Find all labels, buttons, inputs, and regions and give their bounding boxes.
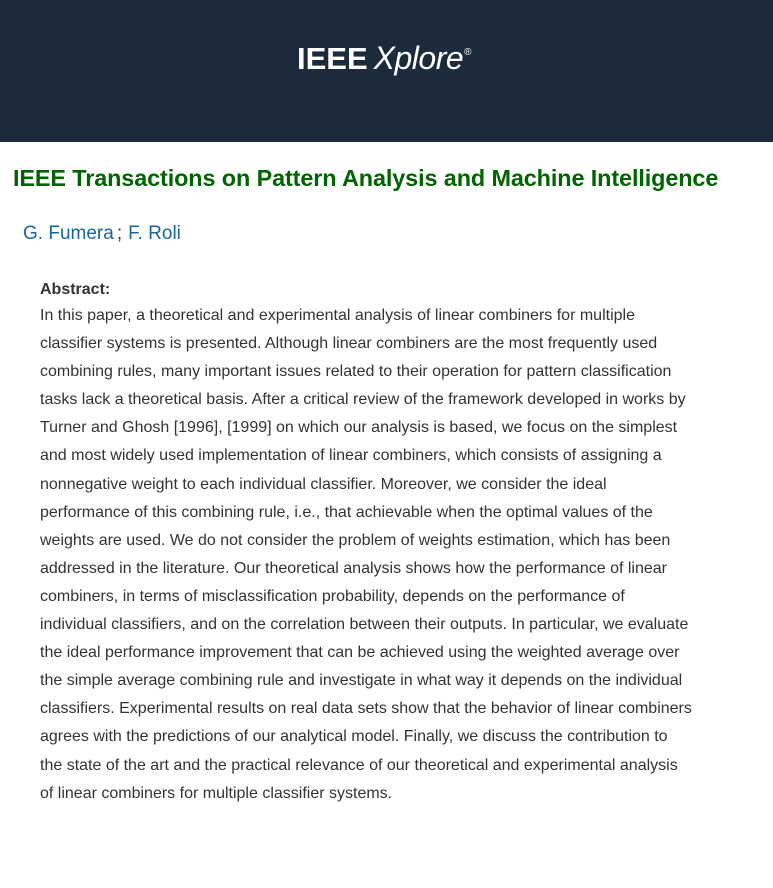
abstract-line: individual classifiers, and on the correlation between their outputs. In particular, we evaluate <box>40 616 689 634</box>
abstract-section <box>40 279 740 808</box>
abstract-line: agrees with the predictions of our analytical model. Finally, we discuss the contribution to <box>40 728 668 746</box>
abstract-line: of linear combiners for multiple classifier systems. <box>40 784 393 802</box>
ieee-xplore-logo[interactable] <box>297 40 472 84</box>
abstract-line: addressed in the literature. Our theoretical analysis shows how the performance of linear <box>40 559 667 577</box>
abstract-line: Turner and Ghosh [1996], [1999] on which our analysis is based, we focus on the simplest <box>40 419 678 437</box>
author-list <box>23 223 181 245</box>
abstract-line: classifier systems is presented. Although linear combiners are the most frequently used <box>40 335 658 353</box>
logo-xplore-text: Xplore <box>373 40 464 76</box>
author-separator: ; <box>116 223 123 244</box>
abstract-line: In this paper, a theoretical and experimental analysis of linear combiners for multiple <box>40 307 635 324</box>
abstract-line: combiners, in terms of misclassification probability, depends on the performance of <box>40 587 625 605</box>
author-link-fumera[interactable]: G. Fumera <box>23 223 114 244</box>
abstract-line: weights are used. We do not consider the problem of weights estimation, which has been <box>40 531 671 549</box>
abstract-line: nonnegative weight to each individual classifier. Moreover, we consider the ideal <box>40 475 607 493</box>
abstract-body <box>40 302 740 808</box>
abstract-heading: Abstract: <box>40 281 111 298</box>
abstract-line: the ideal performance improvement that can be achieved using the weighted average over <box>40 644 680 662</box>
abstract-line: combining rules, many important issues related to their operation for pattern classification <box>40 363 672 381</box>
logo-ieee-text: IEEE <box>297 41 368 76</box>
author-link-roli[interactable]: F. Roli <box>128 223 181 244</box>
abstract-line: the state of the art and the practical relevance of our theoretical and experimental analysis <box>40 756 678 774</box>
site-header <box>0 0 773 142</box>
journal-title[interactable]: IEEE Transactions on Pattern Analysis and Machine Intelligence <box>13 165 719 191</box>
abstract-line: and most widely used implementation of linear combiners, which consists of assigning a <box>40 447 662 465</box>
abstract-line: performance of this combining rule, i.e., that achievable when the optimal values of the <box>40 503 653 521</box>
abstract-line: classifiers. Experimental results on real data sets show that the behavior of linear combiners <box>40 700 692 718</box>
abstract-line: tasks lack a theoretical basis. After a critical review of the framework developed in works by <box>40 391 686 409</box>
abstract-line: the simple average combining rule and investigate in what way it depends on the individual <box>40 672 683 690</box>
logo-registered-mark: ® <box>464 47 472 58</box>
